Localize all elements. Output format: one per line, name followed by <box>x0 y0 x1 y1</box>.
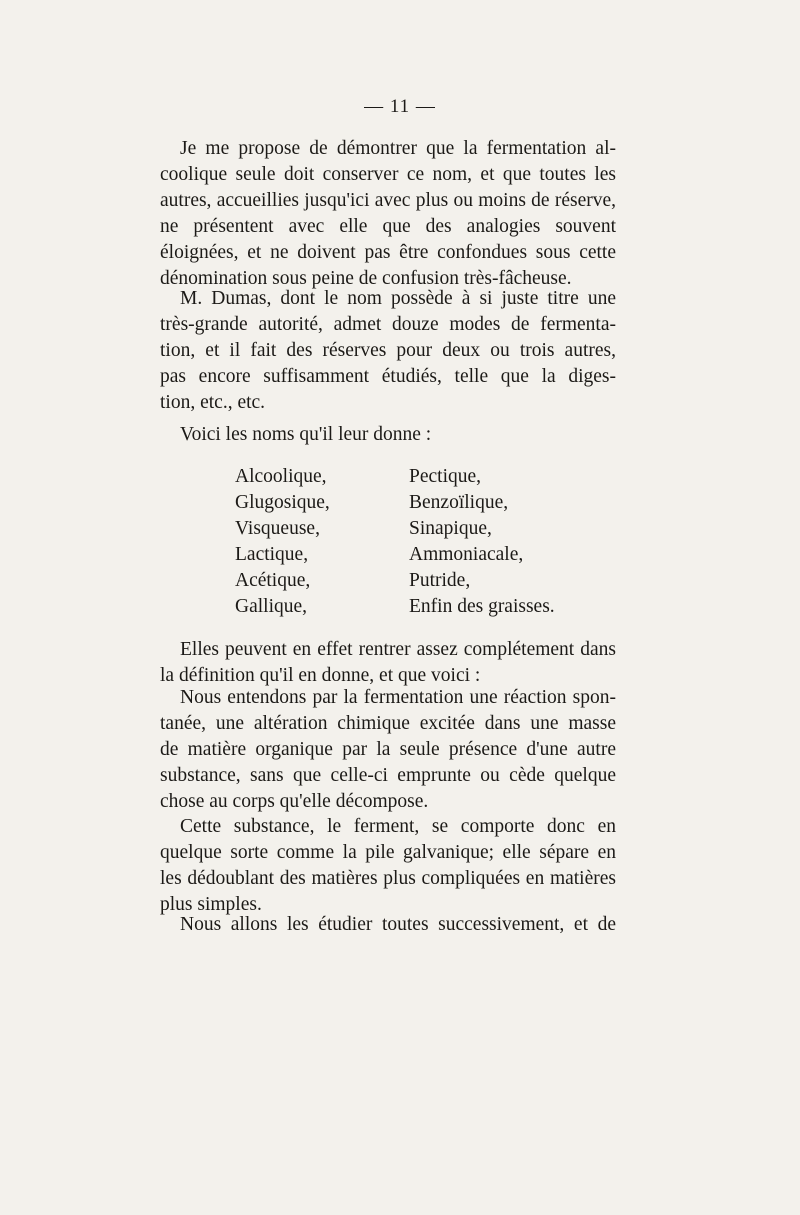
page-number: — 11 — <box>364 96 436 117</box>
paragraph-intro <box>160 136 616 292</box>
text-line: coolique seule doit conserver ce nom, et que toutes les <box>160 164 616 185</box>
text-line: plus simples. <box>160 894 262 915</box>
text-line: Voici les noms qu'il leur donne : <box>180 424 432 445</box>
text-line: quelque sorte comme la pile galvanique; elle sépare en <box>160 842 616 863</box>
text-line: la définition qu'il en donne, et que voici : <box>160 665 481 686</box>
text-line: Elles peuvent en effet rentrer assez complétement dans <box>180 639 616 660</box>
paragraph-dumas <box>160 286 616 416</box>
text-line: Cette substance, le ferment, se comporte donc en <box>180 816 616 837</box>
list-row <box>235 542 609 568</box>
list-row <box>235 594 609 620</box>
list-row <box>235 516 609 542</box>
list-item: Lactique, <box>235 544 309 565</box>
text-line: substance, sans que celle-ci emprunte ou cède quelque <box>160 765 616 786</box>
paragraph-ferment <box>160 814 616 918</box>
text-line: chose au corps qu'elle décompose. <box>160 791 429 812</box>
text-line: tion, et il fait des réserves pour deux ou trois autres, <box>160 340 616 361</box>
text-line: autres, accueillies jusqu'ici avec plus ou moins de réserve, <box>160 190 616 211</box>
list-item: Enfin des graisses. <box>409 596 555 617</box>
list-item: Ammoniacale, <box>409 544 524 565</box>
text-line: éloignées, et ne doivent pas être confondues sous cette <box>160 242 616 263</box>
text-line: tanée, une altération chimique excitée dans une masse <box>160 713 616 734</box>
list-item: Acétique, <box>235 570 311 591</box>
paragraph-etudier <box>160 912 616 938</box>
list-item: Visqueuse, <box>235 518 320 539</box>
paragraph-definition <box>160 685 616 815</box>
list-row <box>235 568 609 594</box>
list-item: Alcoolique, <box>235 466 327 487</box>
text-line: de matière organique par la seule présence d'une autre <box>160 739 616 760</box>
text-line: dénomination sous peine de confusion très-fâcheuse. <box>160 268 572 289</box>
list-item: Gallique, <box>235 596 308 617</box>
list-row <box>235 464 609 490</box>
text-line: tion, etc., etc. <box>160 392 266 413</box>
text-line: pas encore suffisamment étudiés, telle que la diges- <box>160 366 616 387</box>
paragraph-noms <box>160 422 616 448</box>
list-item: Benzoïlique, <box>409 492 509 513</box>
text-line: Nous allons les étudier toutes successivement, et de <box>180 914 616 935</box>
list-item: Sinapique, <box>409 518 492 539</box>
text-line: les dédoublant des matières plus compliquées en matières <box>160 868 616 889</box>
list-item: Putride, <box>409 570 471 591</box>
paragraph-elles <box>160 637 616 689</box>
text-line: très-grande autorité, admet douze modes de fermenta- <box>160 314 616 335</box>
text-line: M. Dumas, dont le nom possède à si juste titre une <box>180 288 616 309</box>
fermentation-list <box>235 464 609 620</box>
list-row <box>235 490 609 516</box>
text-line: Je me propose de démontrer que la fermentation al- <box>180 138 616 159</box>
list-item: Pectique, <box>409 466 482 487</box>
list-item: Glugosique, <box>235 492 330 513</box>
text-line: ne présentent avec elle que des analogies souvent <box>160 216 616 237</box>
text-line: Nous entendons par la fermentation une réaction spon- <box>180 687 616 708</box>
